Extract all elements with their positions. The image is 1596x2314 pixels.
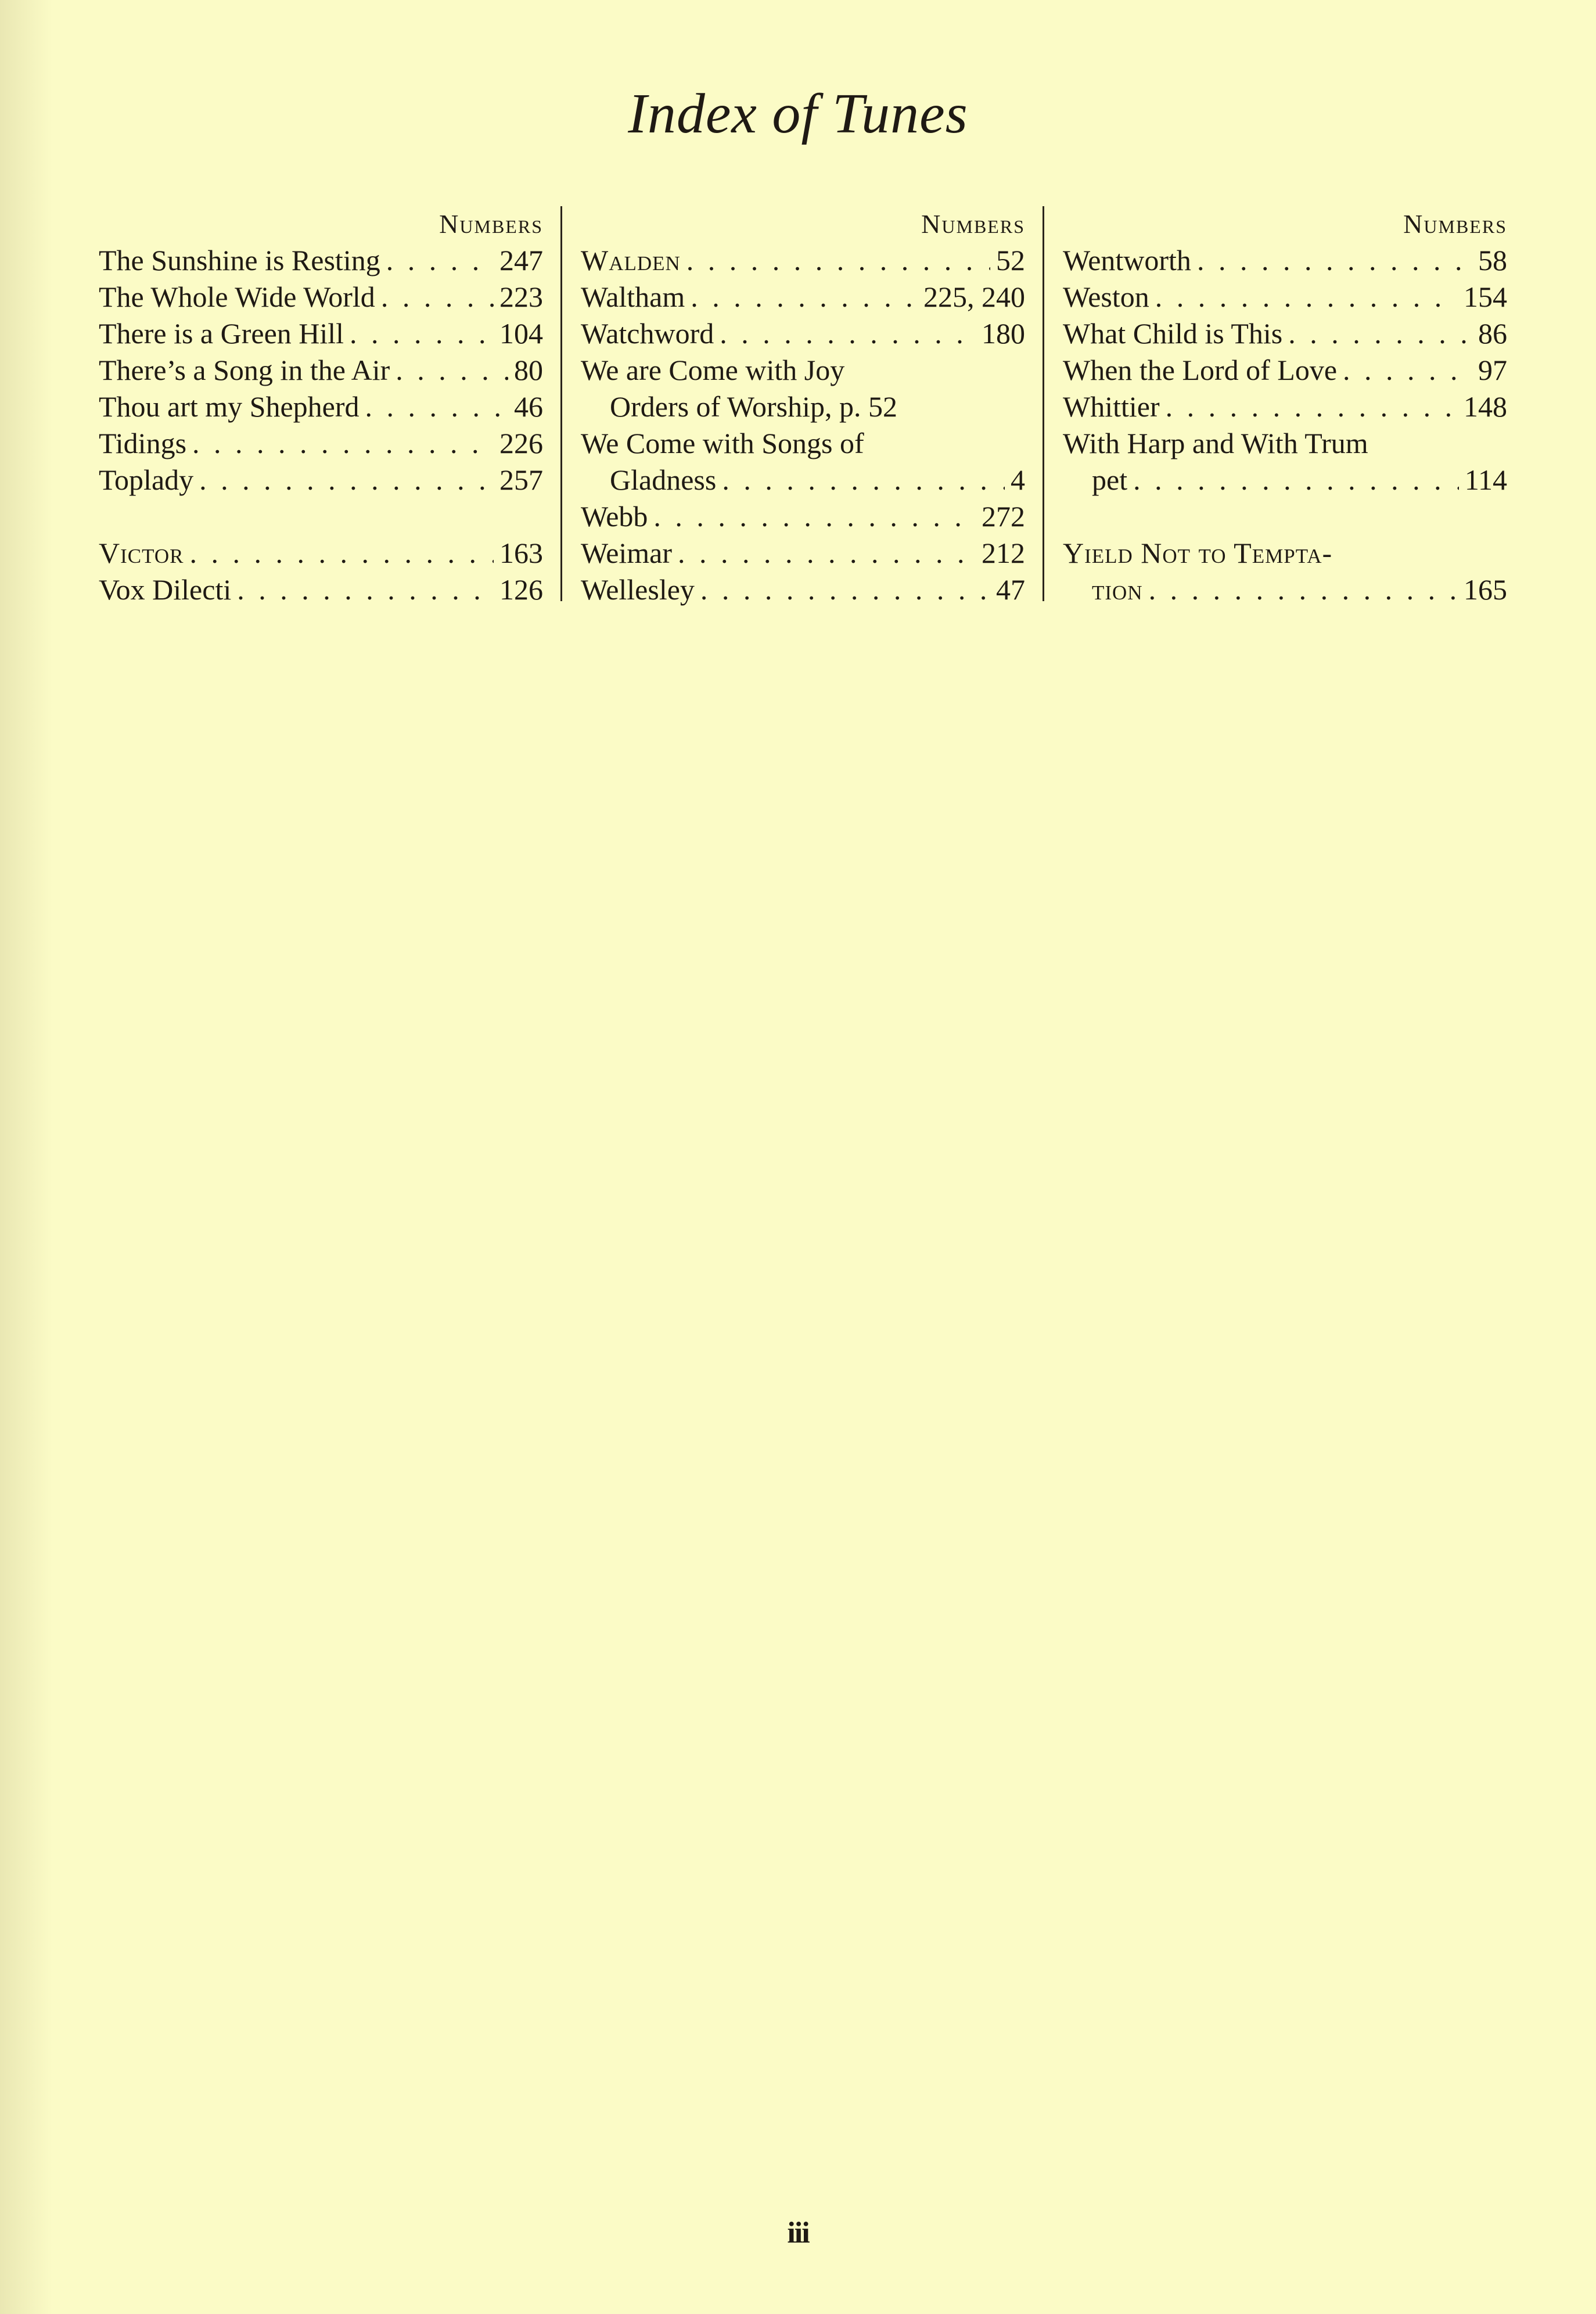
- index-entry: [99, 242, 543, 279]
- index-entry: [99, 425, 543, 462]
- index-column-1: [99, 206, 543, 608]
- index-entry: [1063, 352, 1507, 389]
- tune-name: There is a Green Hill: [99, 317, 344, 350]
- dot-leader: [700, 572, 990, 608]
- tune-name: Yield Not to Tempta-: [1063, 537, 1333, 569]
- tune-number: 165: [1464, 573, 1507, 606]
- dot-leader: [237, 572, 494, 608]
- tune-number: 86: [1478, 317, 1507, 350]
- tune-number: 4: [1011, 463, 1025, 496]
- dot-leader: [1133, 462, 1459, 498]
- index-entry: [581, 425, 1025, 462]
- index-entry-continuation: [1063, 462, 1507, 498]
- tune-number: 46: [514, 390, 543, 423]
- tune-number: 154: [1464, 281, 1507, 313]
- index-entry: [581, 315, 1025, 352]
- tune-name: We are Come with Joy: [581, 354, 845, 386]
- dot-leader: [1149, 572, 1458, 608]
- index-column-2: [581, 206, 1025, 608]
- tune-name: Weston: [1063, 281, 1149, 313]
- index-entry: [99, 535, 543, 572]
- page-edge-shadow: [0, 0, 52, 2314]
- tune-number: 52: [996, 244, 1025, 276]
- tune-number: 80: [514, 354, 543, 386]
- index-entry: [581, 279, 1025, 315]
- dot-leader: [1288, 315, 1472, 352]
- tune-number: 226: [499, 427, 543, 459]
- tune-name: The Whole Wide World: [99, 281, 375, 313]
- dot-leader: [365, 389, 508, 425]
- tune-name: Webb: [581, 500, 648, 533]
- dot-leader: [386, 242, 494, 279]
- tune-name-continuation: tion: [1092, 573, 1143, 606]
- dot-leader: [1343, 352, 1472, 389]
- tune-name: When the Lord of Love: [1063, 354, 1338, 386]
- tune-number: 247: [499, 244, 543, 276]
- tune-number: 104: [499, 317, 543, 350]
- tune-number: 114: [1464, 463, 1507, 496]
- tune-number: 180: [982, 317, 1025, 350]
- index-entry-continuation: [581, 389, 1025, 425]
- tune-number: 163: [499, 537, 543, 569]
- tune-name: Watchword: [581, 317, 714, 350]
- tune-name-continuation: Gladness: [610, 463, 717, 496]
- page-title: Index of Tunes: [628, 82, 968, 145]
- index-entry-continuation: [1063, 572, 1507, 608]
- index-entry: [581, 498, 1025, 535]
- tune-name: Victor: [99, 537, 184, 569]
- dot-leader: [722, 462, 1005, 498]
- tune-number: 223: [499, 281, 543, 313]
- dot-leader: [350, 315, 494, 352]
- tune-name: Tidings: [99, 427, 187, 459]
- dot-leader: [199, 462, 494, 498]
- tune-name: Weimar: [581, 537, 673, 569]
- dot-leader: [381, 279, 494, 315]
- tune-name: Waltham: [581, 281, 685, 313]
- index-entry: [581, 242, 1025, 279]
- tune-name: Wellesley: [581, 573, 695, 606]
- dot-leader: [653, 498, 976, 535]
- dot-leader: [192, 425, 494, 462]
- index-entry: [581, 572, 1025, 608]
- index-entry: [581, 535, 1025, 572]
- index-entry: [1063, 242, 1507, 279]
- index-entry: [99, 462, 543, 498]
- section-gap: [99, 498, 543, 535]
- index-entry: [1063, 315, 1507, 352]
- index-entry: [1063, 535, 1507, 572]
- dot-leader: [678, 535, 976, 572]
- section-gap: [1063, 498, 1507, 535]
- tune-name: Whittier: [1063, 390, 1160, 423]
- column-divider: [560, 206, 562, 601]
- tune-name: We Come with Songs of: [581, 427, 864, 459]
- tune-number: 47: [996, 573, 1025, 606]
- column-divider: [1043, 206, 1044, 601]
- page-number: iii: [787, 2216, 809, 2250]
- tune-name: There’s a Song in the Air: [99, 354, 390, 386]
- index-entry: [99, 279, 543, 315]
- dot-leader: [1166, 389, 1458, 425]
- index-entry-continuation: [581, 462, 1025, 498]
- tune-name: The Sunshine is Resting: [99, 244, 380, 276]
- index-entry: [1063, 389, 1507, 425]
- tune-number: 257: [499, 463, 543, 496]
- tune-reference: Orders of Worship, p. 52: [610, 390, 897, 423]
- dot-leader: [1197, 242, 1472, 279]
- index-entry: [99, 315, 543, 352]
- tune-name-continuation: pet: [1092, 463, 1128, 496]
- index-entry: [581, 352, 1025, 389]
- tune-number: 225, 240: [923, 281, 1025, 313]
- tune-number: 58: [1478, 244, 1507, 276]
- numbers-header: Numbers: [1403, 209, 1507, 239]
- index-entry: [1063, 425, 1507, 462]
- index-column-3: [1063, 206, 1507, 608]
- index-entry: [99, 572, 543, 608]
- tune-name: Vox Dilecti: [99, 573, 232, 606]
- dot-leader: [720, 315, 976, 352]
- tune-number: 272: [982, 500, 1025, 533]
- dot-leader: [691, 279, 918, 315]
- tune-number: 97: [1478, 354, 1507, 386]
- tune-name: Wentworth: [1063, 244, 1191, 276]
- tune-name: Walden: [581, 244, 681, 276]
- index-entry: [99, 389, 543, 425]
- index-entry: [99, 352, 543, 389]
- tune-number: 212: [982, 537, 1025, 569]
- numbers-header: Numbers: [921, 209, 1025, 239]
- dot-leader: [1155, 279, 1458, 315]
- tune-number: 148: [1464, 390, 1507, 423]
- numbers-header: Numbers: [439, 209, 543, 239]
- tune-name: What Child is This: [1063, 317, 1283, 350]
- dot-leader: [686, 242, 990, 279]
- tune-name: Thou art my Shepherd: [99, 390, 360, 423]
- dot-leader: [189, 535, 494, 572]
- dot-leader: [396, 352, 508, 389]
- tune-name: With Harp and With Trum: [1063, 427, 1368, 459]
- tune-name: Toplady: [99, 463, 194, 496]
- index-entry: [1063, 279, 1507, 315]
- tune-number: 126: [499, 573, 543, 606]
